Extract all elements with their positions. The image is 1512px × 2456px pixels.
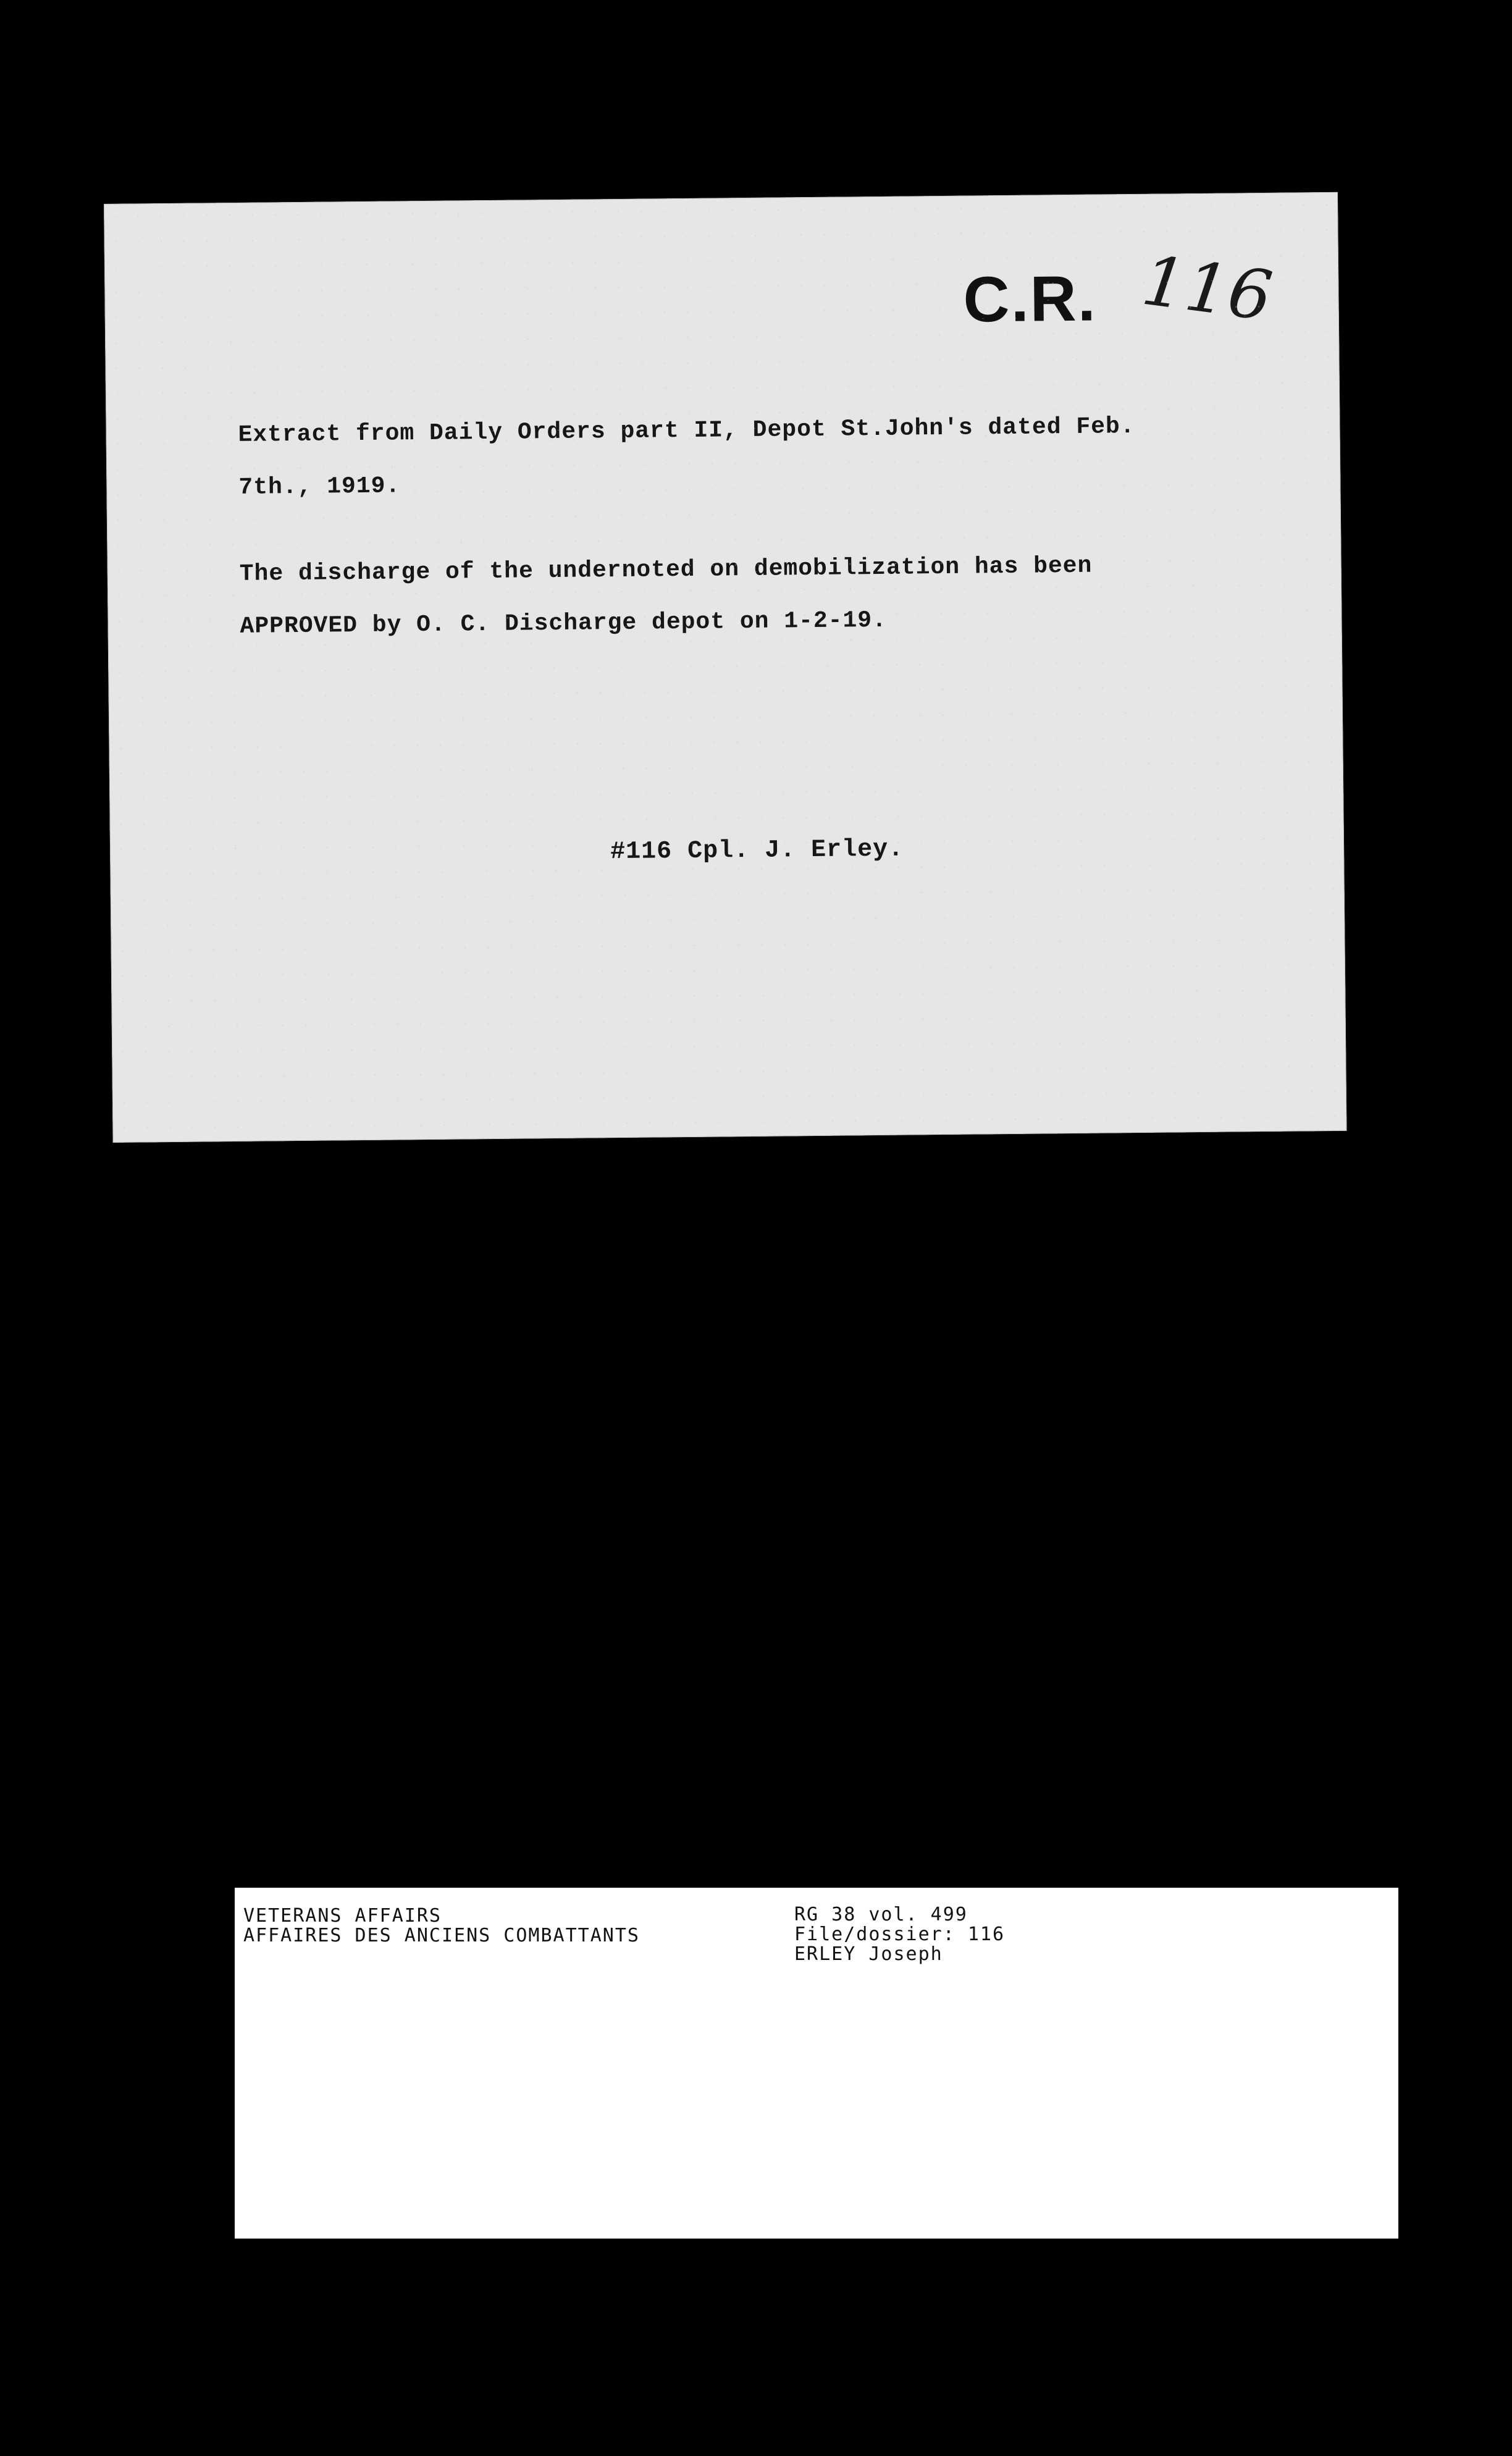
person-name: ERLEY Joseph xyxy=(794,1943,943,1965)
handwritten-file-number: 116 xyxy=(1137,240,1277,336)
label-reference-block xyxy=(794,1905,1005,1964)
department-french: AFFAIRES DES ANCIENS COMBATTANTS xyxy=(243,1925,640,1946)
archive-label-card xyxy=(235,1888,1398,2239)
cr-stamp: C.R. xyxy=(963,263,1098,336)
soldier-entry: #116 Cpl. J. Erley. xyxy=(610,835,904,867)
typed-line-3: The discharge of the undernoted on demobilization has been xyxy=(239,552,1093,587)
typed-line-4: APPROVED by O. C. Discharge depot on 1-2-19. xyxy=(240,607,888,640)
document-card xyxy=(104,192,1346,1143)
label-department-block xyxy=(243,1906,640,1946)
typed-line-2: 7th., 1919. xyxy=(238,473,401,501)
file-number: File/dossier: 116 xyxy=(794,1924,1006,1945)
department-english: VETERANS AFFAIRS xyxy=(243,1905,442,1927)
typed-line-1: Extract from Daily Orders part II, Depot St.John's dated Feb. xyxy=(238,413,1135,448)
record-group: RG 38 vol. 499 xyxy=(794,1904,968,1925)
